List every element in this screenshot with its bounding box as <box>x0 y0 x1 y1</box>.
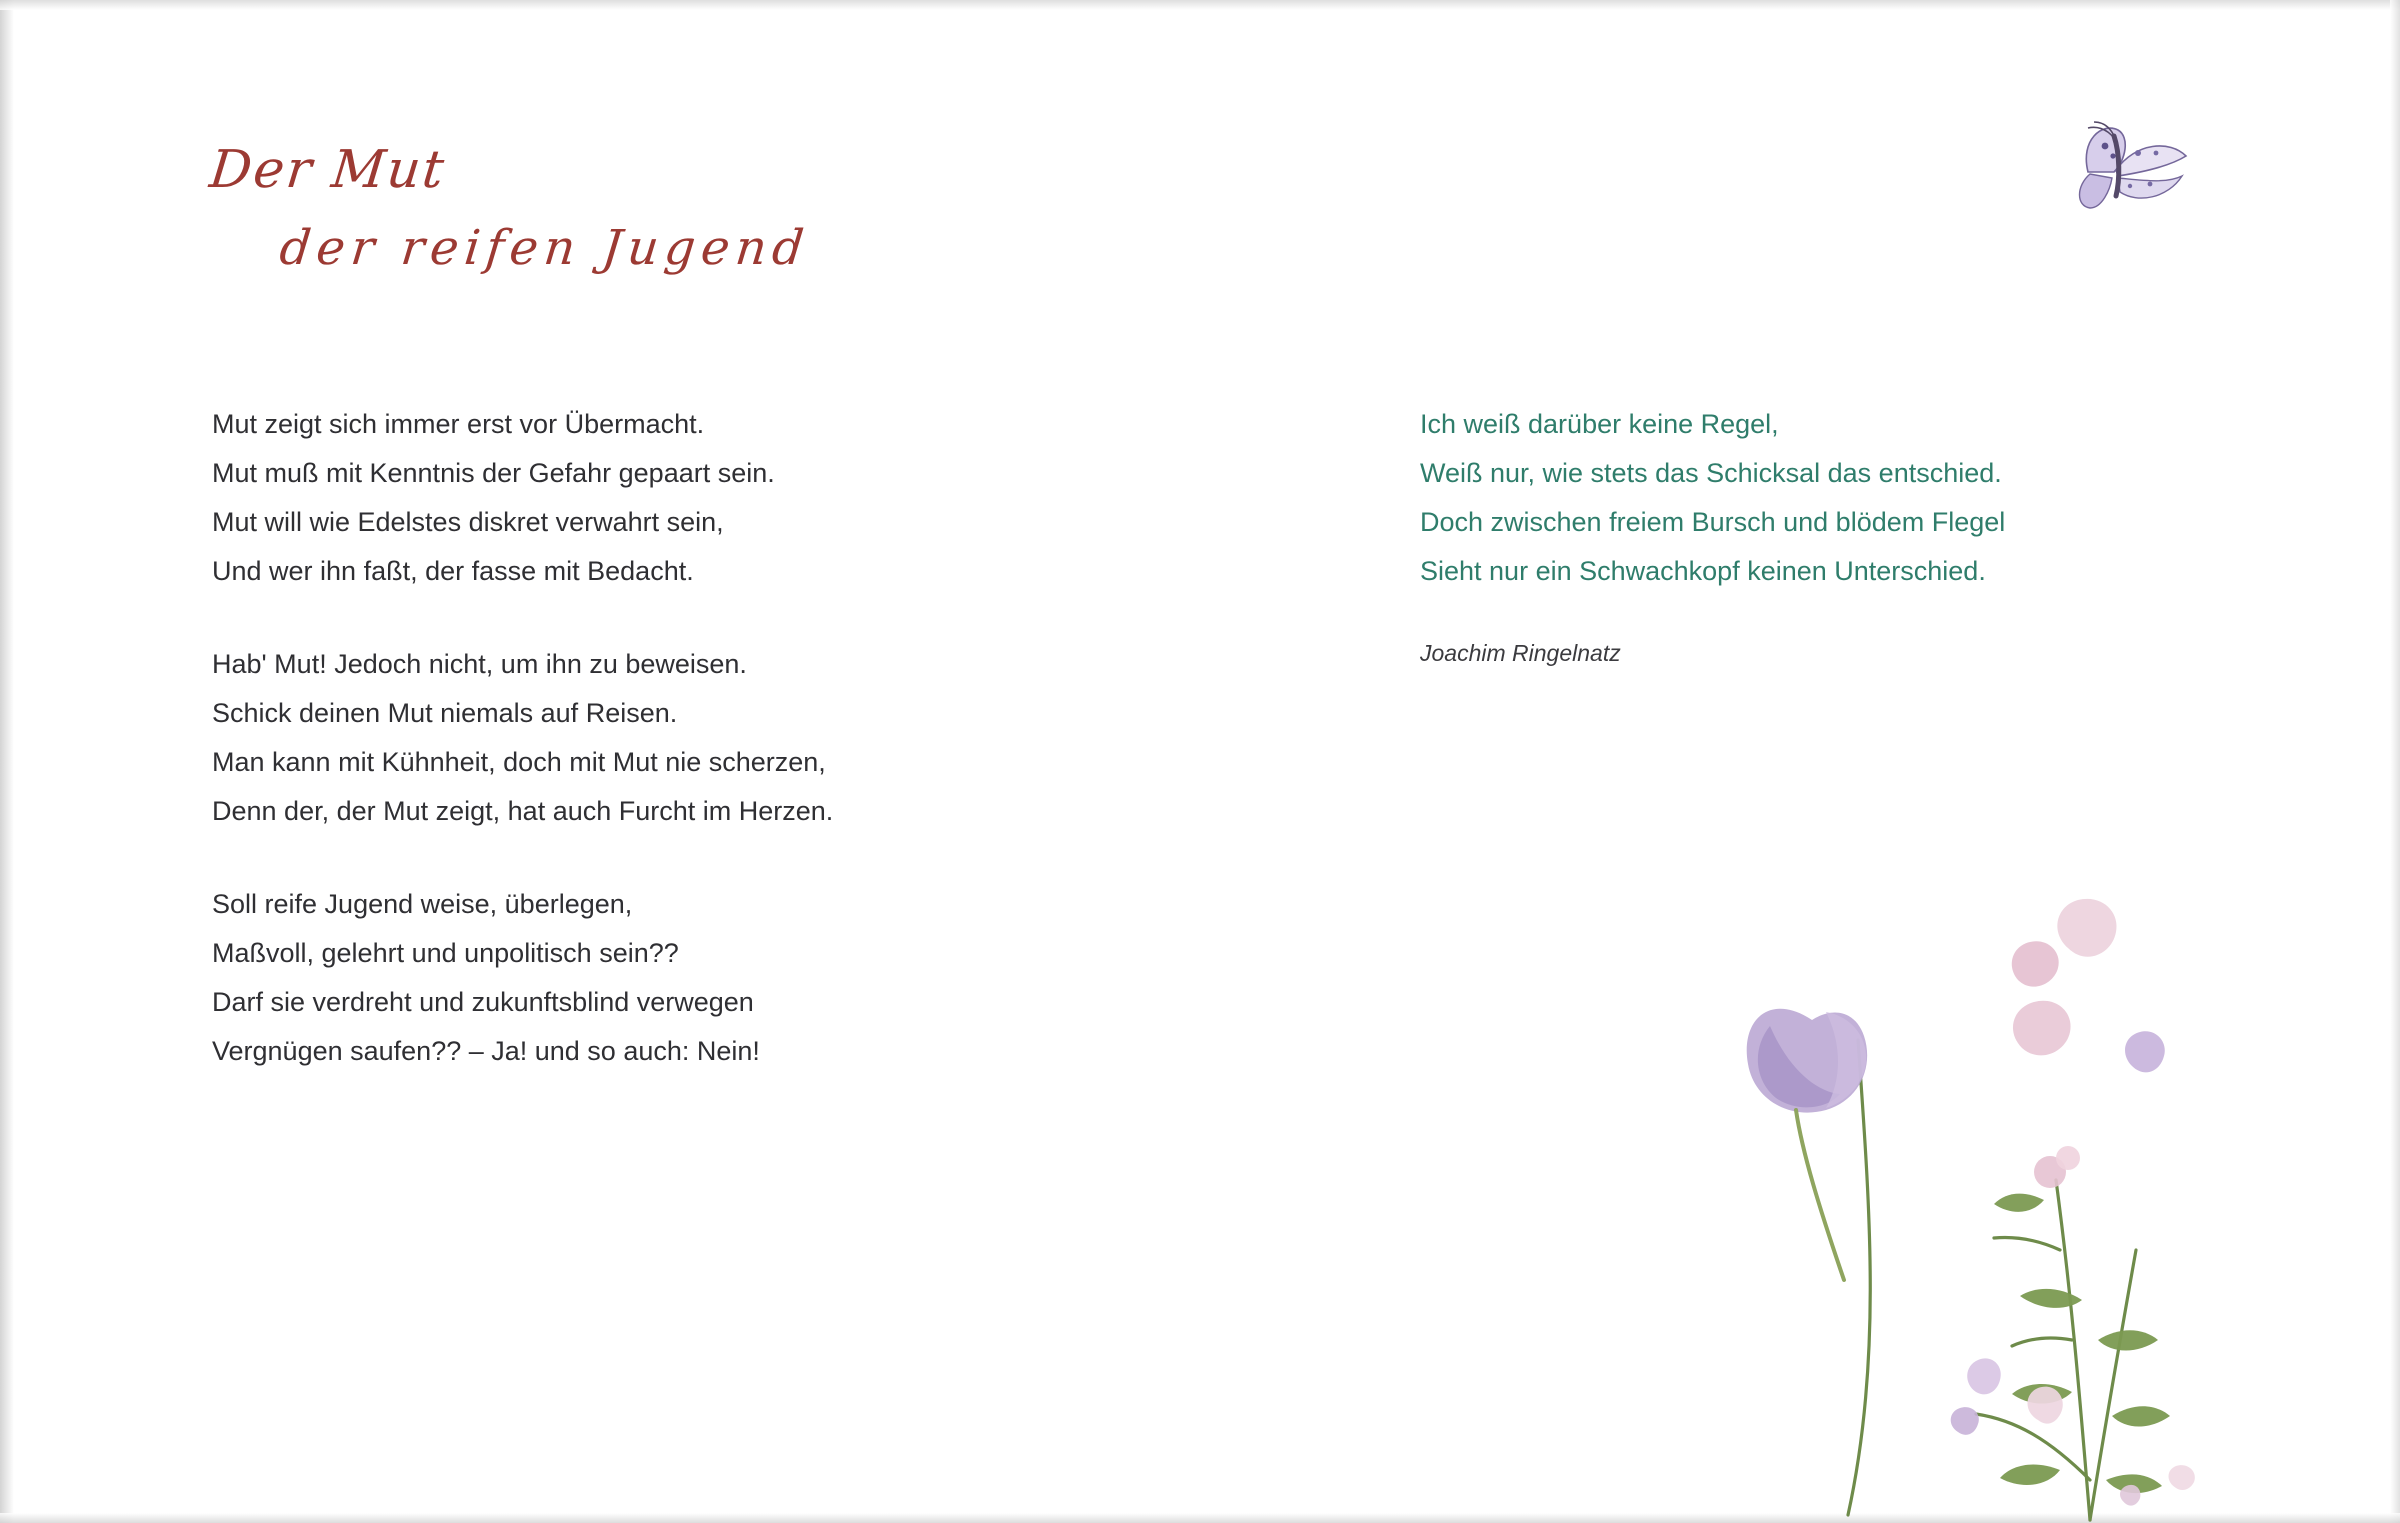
stanza <box>212 640 1112 836</box>
verse-line: Schick deinen Mut niemals auf Reisen. <box>212 698 678 728</box>
verse-line: Vergnügen saufen?? – Ja! und so auch: Nein! <box>212 1036 760 1066</box>
verse-line: Mut zeigt sich immer erst vor Übermacht. <box>212 409 705 439</box>
verse-line: Maßvoll, gelehrt und unpolitisch sein?? <box>212 938 679 968</box>
title-line-2: der reifen Jugend <box>277 220 813 276</box>
verse-line: Soll reife Jugend weise, überlegen, <box>212 889 633 919</box>
stanza <box>1420 400 2220 596</box>
verse-line: Mut muß mit Kenntnis der Gefahr gepaart sein. <box>212 458 775 488</box>
verse-line: Denn der, der Mut zeigt, hat auch Furcht im Herzen. <box>212 796 834 826</box>
verse-line: Sieht nur ein Schwachkopf keinen Unterschied. <box>1420 556 1986 586</box>
verse-line: Weiß nur, wie stets das Schicksal das entschied. <box>1420 458 2002 488</box>
verse-line: Hab' Mut! Jedoch nicht, um ihn zu beweisen. <box>212 649 747 679</box>
author-attribution: Joachim Ringelnatz <box>1420 640 1621 666</box>
verse-line: Ich weiß darüber keine Regel, <box>1420 409 1779 439</box>
title-line-1: Der Mut <box>206 140 449 200</box>
verse-line: Doch zwischen freiem Bursch und blödem Flegel <box>1420 507 2006 537</box>
page-edge-left <box>0 0 14 1523</box>
verse-line: Man kann mit Kühnheit, doch mit Mut nie scherzen, <box>212 747 826 777</box>
page-title <box>206 140 1110 276</box>
page-edge-top <box>0 0 2400 10</box>
butterfly-icon <box>2010 120 2210 230</box>
poem-column-left <box>212 400 1112 1076</box>
stanza <box>212 880 1112 1076</box>
verse-line: Und wer ihn faßt, der fasse mit Bedacht. <box>212 556 694 586</box>
verse-line: Darf sie verdreht und zukunftsblind verwegen <box>212 987 754 1017</box>
stanza <box>212 400 1112 596</box>
verse-line: Mut will wie Edelstes diskret verwahrt sein, <box>212 507 724 537</box>
wildflower-icon <box>1620 780 2400 1523</box>
poem-column-right <box>1420 400 2220 667</box>
